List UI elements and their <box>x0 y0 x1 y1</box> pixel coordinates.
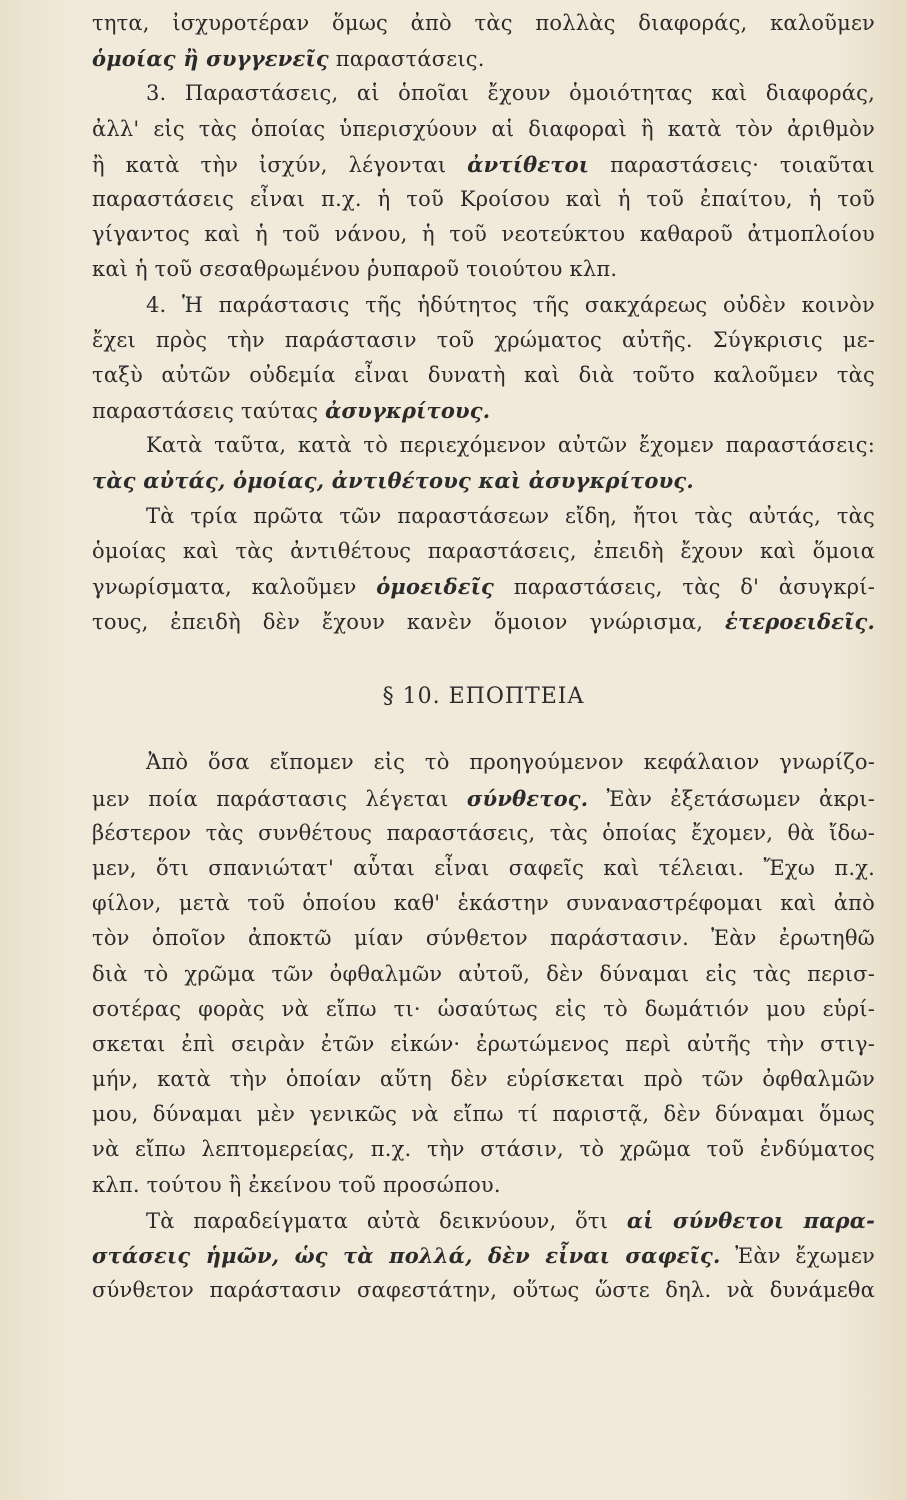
text-line <box>92 1238 875 1273</box>
text-line <box>92 217 875 252</box>
text: ταξὺ αὐτῶν οὐδεμία εἶναι δυνατὴ καὶ διὰ τοῦτο καλοῦμεν τὰς <box>92 362 875 387</box>
text-line <box>92 1132 875 1167</box>
text: παραστάσεις, τὰς δ' ἀσυγκρί- <box>494 575 876 599</box>
emphasis-text: ἀντίθετοι <box>467 151 590 177</box>
text-line <box>92 112 875 147</box>
text: μήν, κατὰ τὴν ὁποίαν αὕτη δὲν εὑρίσκεται πρὸ τῶν ὀφθαλμῶν <box>92 1067 875 1092</box>
text-line <box>92 393 875 428</box>
text-line <box>92 992 875 1027</box>
emphasis-text: σύνθετος. <box>466 785 589 811</box>
text-line <box>92 851 875 886</box>
text: τὸν ὁποῖον ἀποκτῶ μίαν σύνθετον παράστασιν. Ἐὰν ἐρωτηθῶ <box>92 926 875 951</box>
text: κλπ. τούτου ἢ ἐκείνου τοῦ προσώπου. <box>92 1172 501 1197</box>
text-line <box>92 182 875 217</box>
text: φίλον, μετὰ τοῦ ὁποίου καθ' ἑκάστην συναναστρέφομαι καὶ ἀπὸ <box>92 891 875 916</box>
text-line <box>92 499 875 534</box>
text: μεν ποία παράστασις λέγεται <box>92 786 467 811</box>
text-line <box>92 534 875 569</box>
text: νὰ εἴπω λεπτομερείας, π.χ. τὴν στάσιν, τὸ χρῶμα τοῦ ἐνδύματος <box>92 1137 875 1162</box>
text-line <box>92 816 875 851</box>
text-line <box>92 1273 875 1308</box>
text-line <box>92 1097 875 1132</box>
text-line <box>92 921 875 956</box>
text-line <box>92 886 875 921</box>
text: καὶ ἡ τοῦ σεσαθρωμένου ῥυπαροῦ τοιούτου κλπ. <box>92 257 618 282</box>
text-line <box>92 957 875 992</box>
emphasis-text: ὁμοίας ἢ συγγενεῖς <box>92 46 329 72</box>
text: ὁμοίας καὶ τὰς ἀντιθέτους παραστάσεις, ἐπειδὴ ἔχουν καὶ ὅμοια <box>92 538 875 563</box>
text: ἀλλ' εἰς τὰς ὁποίας ὑπερισχύουν αἱ διαφοραὶ ἢ κατὰ τὸν ἀριθμὸν <box>92 116 875 141</box>
text-line <box>92 1168 875 1203</box>
emphasis-text: στάσεις ἡμῶν, ὡς τὰ πολλά, δὲν εἶναι σαφεῖς. <box>92 1243 721 1268</box>
text-line <box>92 745 875 780</box>
emphasis-text: ἀσυγκρίτους. <box>325 398 491 424</box>
text: παραστάσεις· τοιαῦται <box>589 152 875 177</box>
text: 4. Ἡ παράστασις τῆς ἡδύτητος τῆς σακχάρεως οὐδὲν κοινὸν <box>146 292 875 317</box>
text: Κατὰ ταῦτα, κατὰ τὸ περιεχόμενον αὐτῶν ἔχομεν παραστάσεις: <box>146 433 875 458</box>
text-line <box>92 252 875 287</box>
text: σκεται ἐπὶ σειρὰν ἐτῶν εἰκών· ἐρωτώμενος περὶ αὐτῆς τὴν στιγ- <box>92 1031 875 1056</box>
text: τητα, ἰσχυροτέραν ὅμως ἀπὸ τὰς πολλὰς διαφοράς, καλοῦμεν <box>92 11 875 35</box>
text: μου, δύναμαι μὲν γενικῶς νὰ εἴπω τί παριστᾷ, δὲν δύναμαι ὅμως <box>92 1102 875 1127</box>
text-line <box>92 288 875 323</box>
text: παραστάσεις ταύτας <box>92 399 326 424</box>
text-line <box>92 1062 875 1097</box>
text: σύνθετον παράστασιν σαφεστάτην, οὕτως ὥστε δηλ. νὰ δυνάμεθα <box>92 1278 875 1303</box>
emphasis-text: ἑτεροειδεῖς. <box>725 609 875 635</box>
text: σοτέρας φορὰς νὰ εἴπω τι· ὡσαύτως εἰς τὸ δωμάτιόν μου εὑρί- <box>92 996 875 1021</box>
text: Ἐὰν ἔχωμεν <box>720 1244 876 1268</box>
text: γνωρίσματα, καλοῦμεν <box>92 575 377 599</box>
text-line <box>92 6 875 41</box>
text: Ἐὰν ἐξετάσωμεν ἀκρι- <box>588 786 875 811</box>
text-line <box>92 323 875 358</box>
text: διὰ τὸ χρῶμα τῶν ὀφθαλμῶν αὐτοῦ, δὲν δύναμαι εἰς τὰς περισ- <box>92 961 875 986</box>
text: Τὰ τρία πρῶτα τῶν παραστάσεων εἴδη, ἤτοι τὰς αὐτάς, τὰς <box>146 503 875 528</box>
text-line <box>92 463 875 498</box>
text: παραστάσεις εἶναι π.χ. ἡ τοῦ Κροίσου καὶ ἡ τοῦ ἐπαίτου, ἡ τοῦ <box>92 186 875 211</box>
text: βέστερον τὰς συνθέτους παραστάσεις, τὰς ὁποίας ἔχομεν, θὰ ἴδω- <box>92 820 875 845</box>
text-line <box>92 1027 875 1062</box>
text-line <box>92 147 875 182</box>
text: τους, ἐπειδὴ δὲν ἔχουν κανὲν ὅμοιον γνώρισμα, <box>92 610 725 635</box>
text-line <box>92 1203 875 1238</box>
text-line <box>92 76 875 111</box>
text: μεν, ὅτι σπανιώτατ' αὗται εἶναι σαφεῖς καὶ τέλειαι. Ἔχω π.χ. <box>92 855 875 880</box>
text: Ἀπὸ ὅσα εἴπομεν εἰς τὸ προηγούμενον κεφάλαιον γνωρίζο- <box>146 750 875 775</box>
text: παραστάσεις. <box>328 47 485 72</box>
text: Τὰ παραδείγματα αὐτὰ δεικνύουν, ὅτι <box>146 1208 627 1233</box>
text-line <box>92 604 875 639</box>
emphasis-text: ὁμοειδεῖς <box>376 574 495 599</box>
text-line <box>92 41 875 76</box>
text: 3. Παραστάσεις, αἱ ὁποῖαι ἔχουν ὁμοιότητας καὶ διαφοράς, <box>146 81 875 106</box>
text-line <box>92 569 875 604</box>
section-heading: § 10. ΕΠΟΠΤΕΙΑ <box>382 684 585 710</box>
text: ἔχει πρὸς τὴν παράστασιν τοῦ χρώματος αὐτῆς. Σύγκρισις με- <box>92 327 875 352</box>
emphasis-text: τὰς αὐτάς, ὁμοίας, ἀντιθέτους καὶ ἀσυγκρίτους. <box>92 468 694 494</box>
text-line <box>92 781 875 816</box>
text: γίγαντος καὶ ἡ τοῦ νάνου, ἡ τοῦ νεοτεύκτου καθαροῦ ἀτμοπλοίου <box>92 222 875 247</box>
text: ἢ κατὰ τὴν ἰσχύν, λέγονται <box>92 152 468 177</box>
emphasis-text: αἱ σύνθετοι παρα- <box>626 1207 875 1233</box>
text-line <box>92 358 875 393</box>
text-line <box>92 428 875 463</box>
